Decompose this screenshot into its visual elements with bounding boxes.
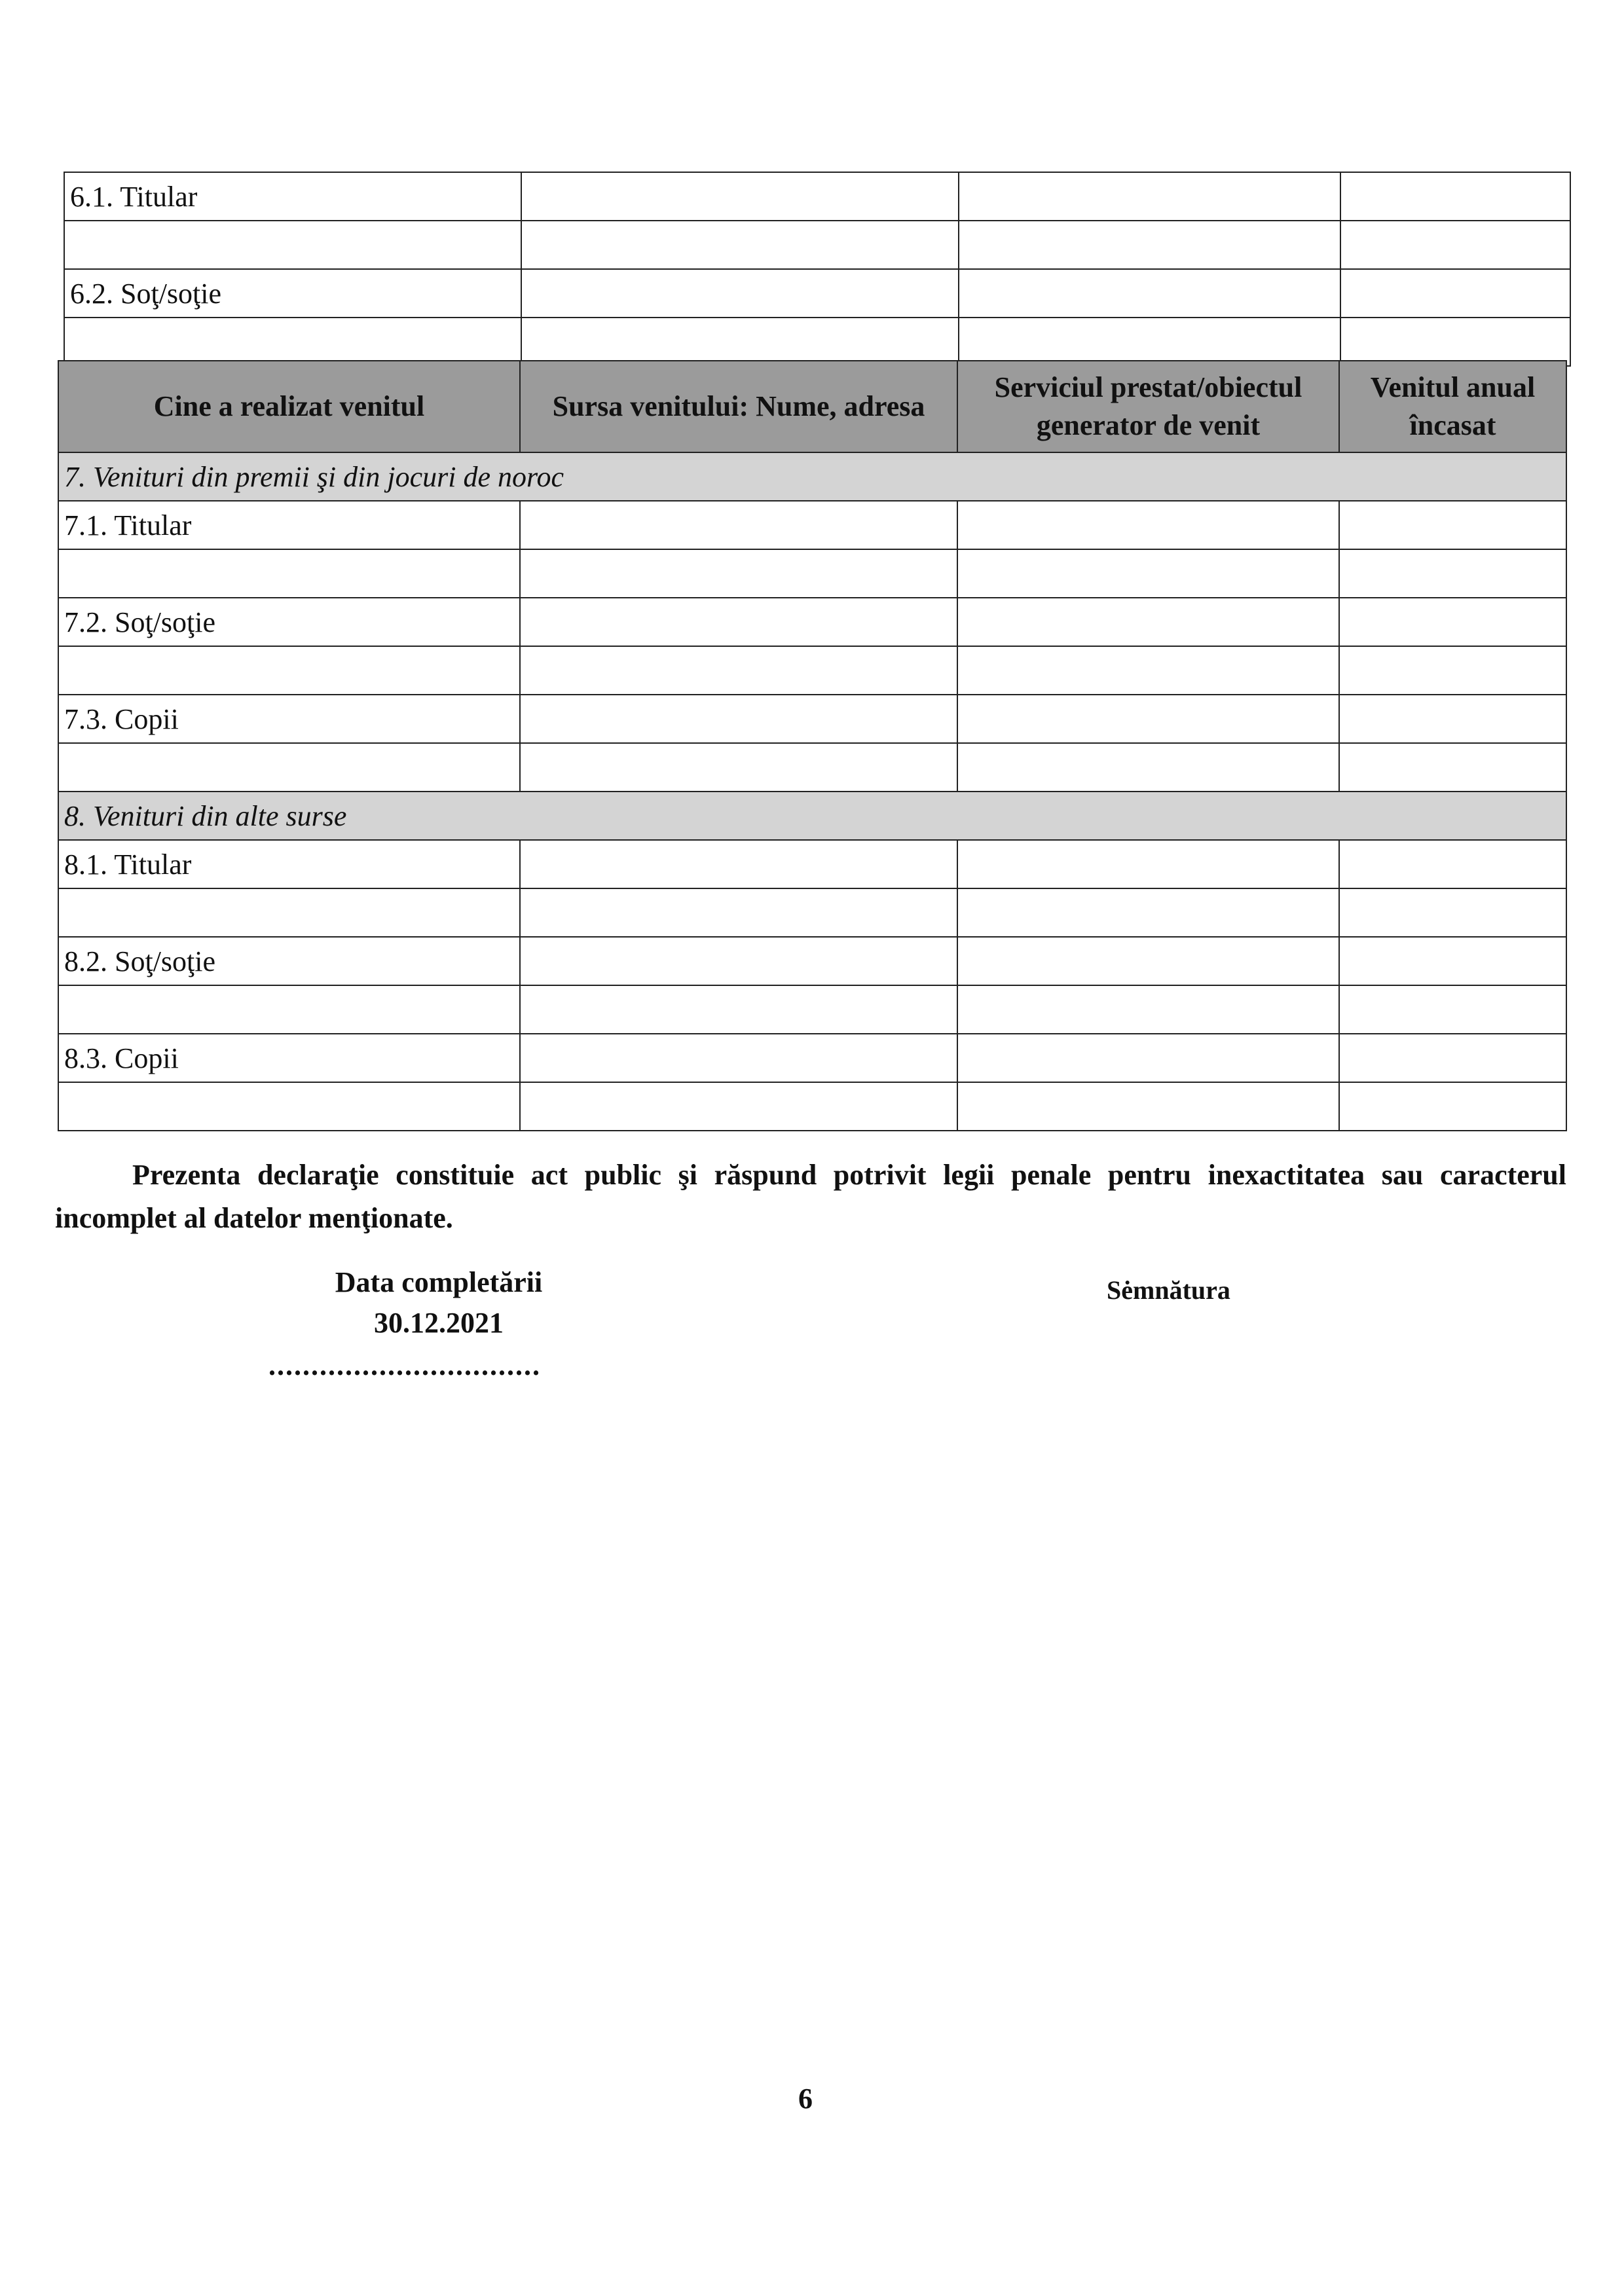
section-7-title-row	[58, 452, 1566, 501]
header-income: Venitul anual încasat	[1339, 361, 1566, 452]
row-label: 6.2. Soţ/soţie	[64, 269, 521, 318]
row-label	[58, 1082, 520, 1131]
row-label	[58, 985, 520, 1034]
table-section-6	[64, 172, 1571, 367]
header-who: Cine a realizat venitul	[58, 361, 520, 452]
table-row	[58, 985, 1566, 1034]
table-row	[64, 269, 1570, 318]
row-label: 8.3. Copii	[58, 1034, 520, 1082]
table-row	[58, 695, 1566, 743]
table-row	[58, 646, 1566, 695]
row-label: 7.3. Copii	[58, 695, 520, 743]
table-row	[58, 549, 1566, 598]
table-row	[58, 840, 1566, 888]
header-source: Sursa venitului: Nume, adresa	[520, 361, 957, 452]
date-dotted-line: ................................	[268, 1349, 541, 1381]
table-row	[58, 1034, 1566, 1082]
table-row	[64, 221, 1570, 269]
table-row	[58, 888, 1566, 937]
table-header-row	[58, 361, 1566, 452]
table-sections-7-8	[58, 360, 1567, 1131]
row-label: 8.2. Soţ/soţie	[58, 937, 520, 985]
signature-label: Sėmnătura	[1107, 1275, 1230, 1305]
row-label: 7.1. Titular	[58, 501, 520, 549]
row-label	[58, 646, 520, 695]
date-label: Data completării	[335, 1266, 543, 1298]
table-row	[64, 318, 1570, 366]
header-service: Serviciul prestat/obiectul generator de venit	[957, 361, 1339, 452]
row-label: 7.2. Soţ/soţie	[58, 598, 520, 646]
table-row	[58, 501, 1566, 549]
section-8-title-row	[58, 792, 1566, 840]
table-row	[58, 1082, 1566, 1131]
row-label	[58, 549, 520, 598]
table-row	[58, 937, 1566, 985]
row-label: 6.1. Titular	[64, 172, 521, 221]
table-row	[58, 743, 1566, 792]
row-label	[64, 318, 521, 366]
completion-date-block	[249, 1262, 629, 1343]
date-value: 30.12.2021	[374, 1307, 504, 1339]
section-8-title: 8. Venituri din alte surse	[58, 792, 1566, 840]
section-7-title: 7. Venituri din premii şi din jocuri de noroc	[58, 452, 1566, 501]
row-label	[58, 743, 520, 792]
table-row	[58, 598, 1566, 646]
declaration-text: Prezenta declaraţie constituie act public şi răspund potrivit legii penale pentru inexactitatea sau caracterul incomplet al datelor menţionate.	[55, 1159, 1566, 1234]
table-row	[64, 172, 1570, 221]
row-label	[64, 221, 521, 269]
page-number: 6	[798, 2083, 813, 2115]
row-label: 8.1. Titular	[58, 840, 520, 888]
row-label	[58, 888, 520, 937]
